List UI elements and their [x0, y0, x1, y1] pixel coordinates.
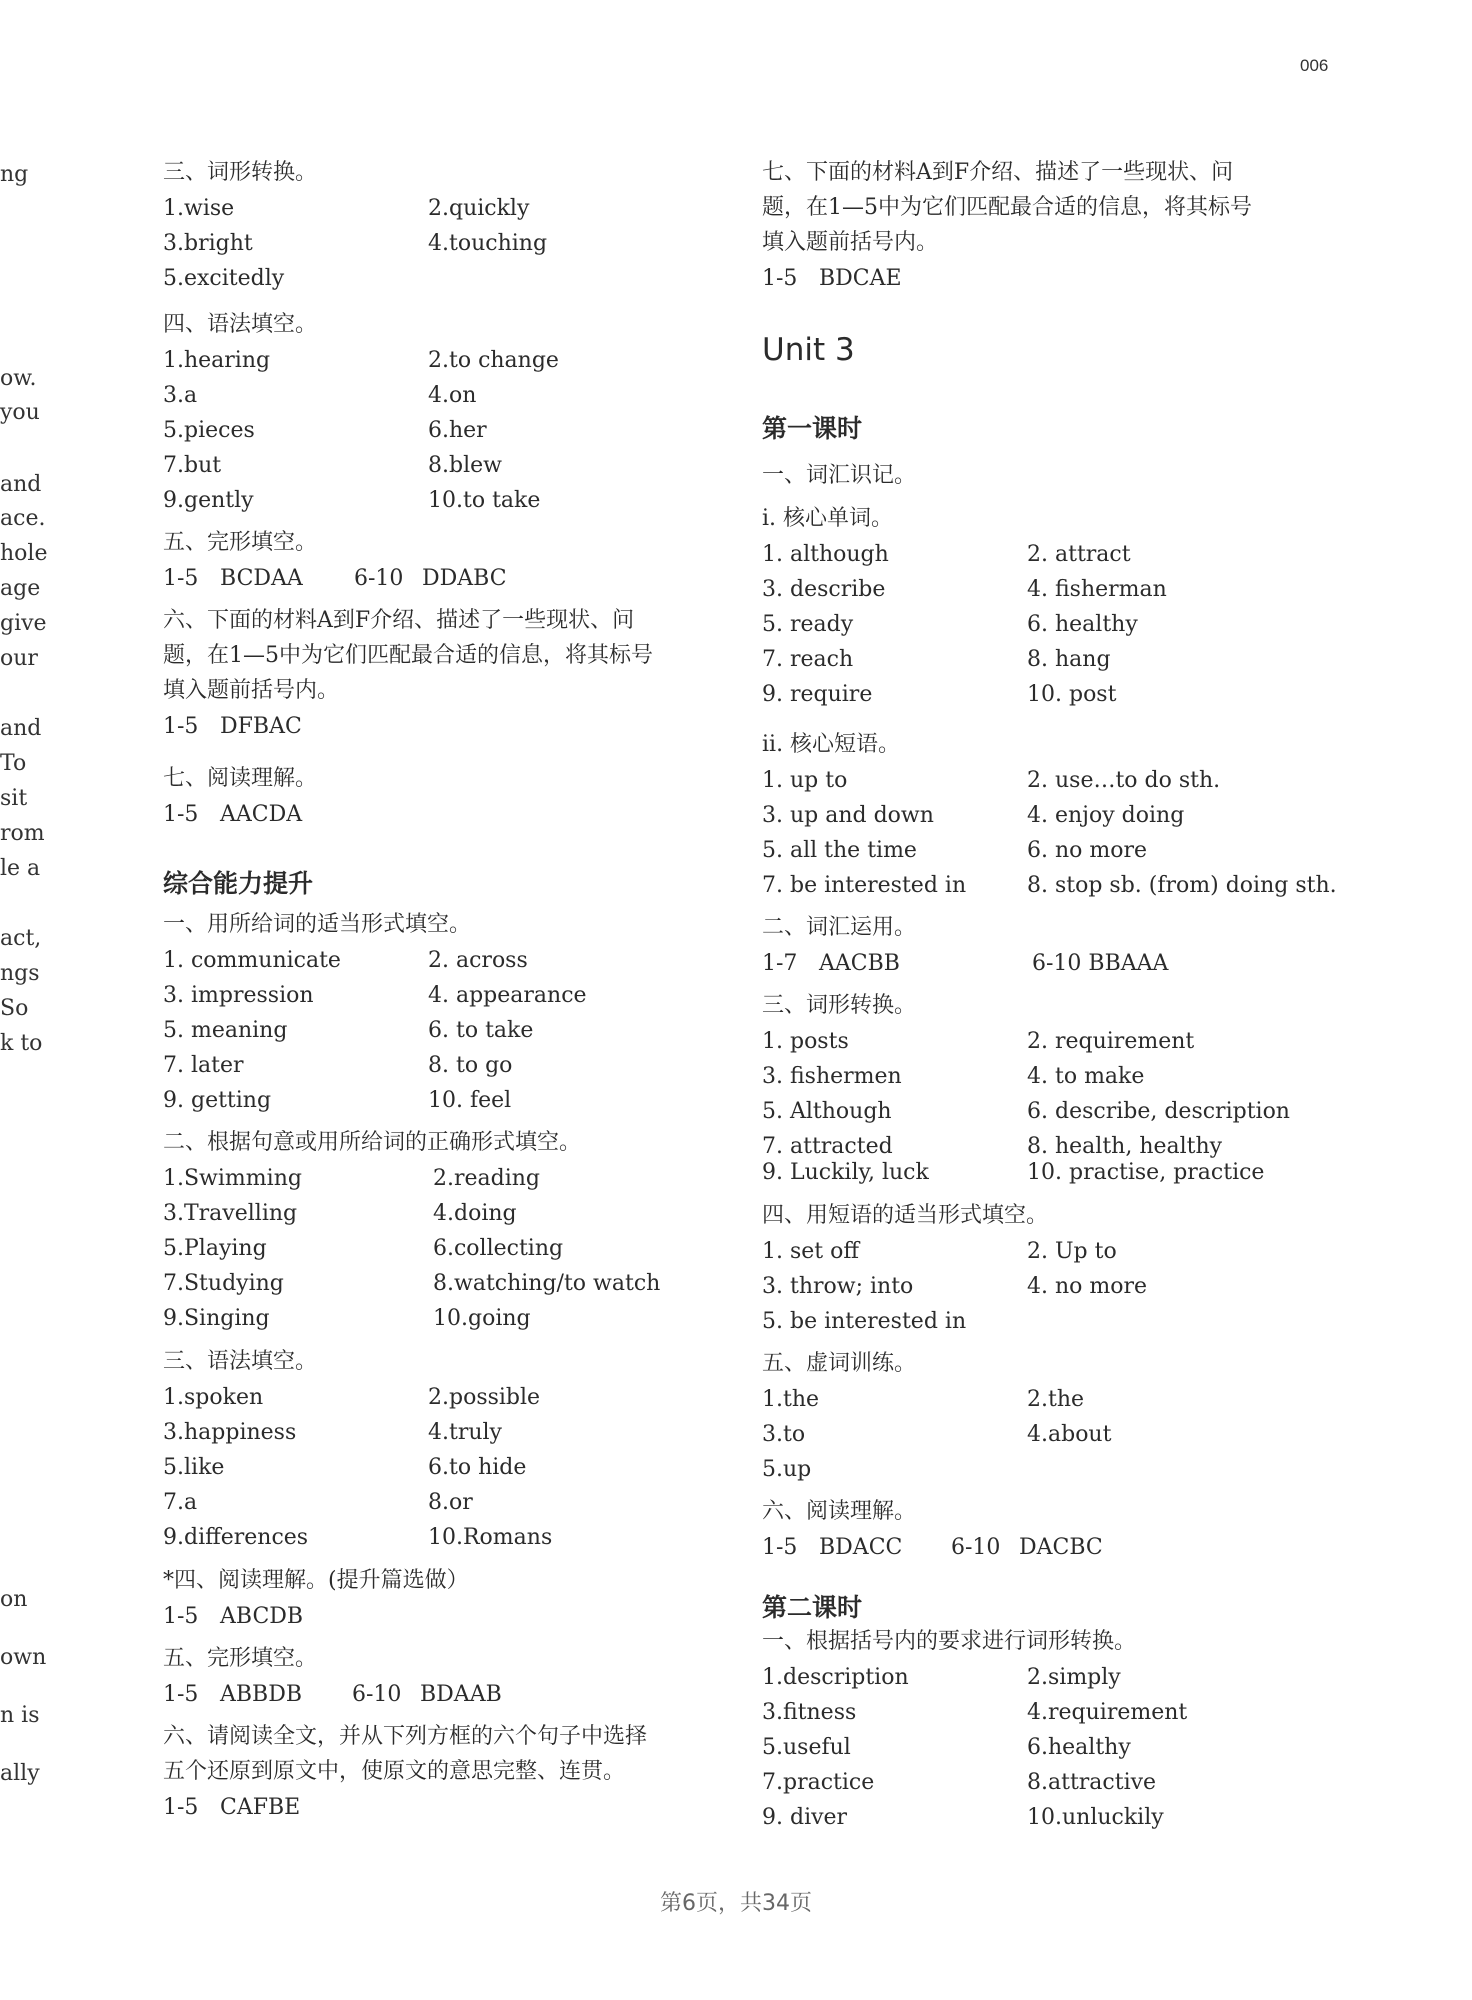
answer-item: 4.doing: [433, 1201, 517, 1226]
answer-item: 2.possible: [428, 1385, 541, 1410]
answer-item: 5. all the time: [762, 838, 917, 863]
subsection-heading: ii. 核心短语。: [762, 732, 901, 757]
answer-item: 10.Romans: [428, 1525, 553, 1550]
answer-item: 3. throw; into: [762, 1274, 914, 1299]
answer-item: 5.up: [762, 1457, 812, 1482]
answer-item: 6. to take: [428, 1018, 534, 1043]
answer-item: 6. describe, description: [1027, 1099, 1290, 1124]
answer-item: 4.on: [428, 383, 477, 408]
answer-item: 7. attracted: [762, 1134, 893, 1159]
answer-item: 8. stop sb. (from) doing sth.: [1027, 873, 1337, 898]
lesson-title: 第一课时: [762, 414, 863, 443]
answer-item: 9. require: [762, 682, 873, 707]
answer-item: 5. meaning: [163, 1018, 288, 1043]
margin-fragment: our: [0, 646, 38, 671]
answer-item: 3. describe: [762, 577, 886, 602]
unit-title: Unit 3: [762, 332, 855, 368]
answer-item: 2. attract: [1027, 542, 1131, 567]
margin-fragment: ngs: [0, 961, 40, 986]
margin-fragment: age: [0, 576, 41, 601]
answer-key: ABCDB: [220, 1604, 304, 1629]
answer-item: 5.Playing: [163, 1236, 267, 1261]
margin-fragment: own: [0, 1645, 47, 1670]
answer-range: 1-5: [163, 1604, 199, 1629]
section-text: 六、请阅读全文，并从下列方框的六个句子中选择: [163, 1724, 648, 1749]
answer-item: 4.about: [1027, 1422, 1112, 1447]
margin-fragment: k to: [0, 1031, 43, 1056]
answer-item: 1. set off: [762, 1239, 860, 1264]
answer-item: 4.requirement: [1027, 1700, 1188, 1725]
page-footer: 第6页，共34页: [660, 1891, 812, 1916]
answer-item: 1.spoken: [163, 1385, 264, 1410]
answer-item: 4.truly: [428, 1420, 502, 1445]
margin-fragment: ally: [0, 1761, 40, 1786]
answer-item: 6.her: [428, 418, 487, 443]
answer-item: 4. appearance: [428, 983, 587, 1008]
section-heading: *四、阅读理解。(提升篇选做）: [163, 1568, 469, 1593]
margin-fragment: and: [0, 716, 42, 741]
answer-item: 8. health, healthy: [1027, 1134, 1223, 1159]
answer-range: 1-5: [163, 566, 199, 591]
answer-item: 2. Up to: [1027, 1239, 1117, 1264]
answer-item: 10. post: [1027, 682, 1117, 707]
answer-item: 1.hearing: [163, 348, 271, 373]
answer-item: 6.to hide: [428, 1455, 527, 1480]
section-text: 题，在1—5中为它们匹配最合适的信息，将其标号: [163, 643, 653, 668]
section-heading: 六、阅读理解。: [762, 1499, 917, 1524]
answer-item: 8.or: [428, 1490, 473, 1515]
section-text: 题，在1—5中为它们匹配最合适的信息，将其标号: [762, 195, 1252, 220]
answer-item: 9. getting: [163, 1088, 272, 1113]
answer-item: 3. fishermen: [762, 1064, 902, 1089]
answer-key: CAFBE: [220, 1795, 301, 1820]
answer-item: 4. no more: [1027, 1274, 1148, 1299]
section-heading: 二、根据句意或用所给词的正确形式填空。: [163, 1130, 582, 1155]
section-heading: 一、根据括号内的要求进行词形转换。: [762, 1629, 1137, 1654]
margin-fragment: hole: [0, 541, 48, 566]
answer-item: 7.practice: [762, 1770, 875, 1795]
margin-fragment: act,: [0, 926, 42, 951]
answer-item: 4.touching: [428, 231, 548, 256]
subsection-heading: i. 核心单词。: [762, 506, 894, 531]
answer-item: 7.Studying: [163, 1271, 284, 1296]
section-heading: 二、词汇运用。: [762, 915, 917, 940]
answer-item: 3. impression: [163, 983, 314, 1008]
answer-item: 9.Singing: [163, 1306, 270, 1331]
answer-item: 6.collecting: [433, 1236, 564, 1261]
answer-item: 6. healthy: [1027, 612, 1138, 637]
section-text: 五个还原到原文中，使原文的意思完整、连贯。: [163, 1759, 626, 1784]
answer-item: 3. up and down: [762, 803, 934, 828]
answer-item: 2.the: [1027, 1387, 1085, 1412]
answer-item: 6. no more: [1027, 838, 1148, 863]
answer-item: 1. although: [762, 542, 889, 567]
margin-fragment: on: [0, 1587, 28, 1612]
answer-item: 2.simply: [1027, 1665, 1121, 1690]
answer-item: 5.pieces: [163, 418, 255, 443]
answer-item: 8.watching/to watch: [433, 1271, 661, 1296]
answer-item: 10.to take: [428, 488, 541, 513]
margin-fragment: you: [0, 400, 40, 425]
section-heading: 七、阅读理解。: [163, 766, 318, 791]
section-heading: 三、词形转换。: [163, 160, 318, 185]
answer-range: 1-5: [163, 1795, 199, 1820]
answer-item: 4. to make: [1027, 1064, 1145, 1089]
answer-item: 2.to change: [428, 348, 559, 373]
answer-range: 1-5: [762, 266, 798, 291]
section-title: 综合能力提升: [163, 869, 314, 898]
answer-range: 1-7: [762, 951, 798, 976]
answer-item: 3.happiness: [163, 1420, 297, 1445]
section-heading: 一、词汇识记。: [762, 463, 917, 488]
answer-item: 10.going: [433, 1306, 531, 1331]
answer-item: 2.reading: [433, 1166, 541, 1191]
margin-fragment: le a: [0, 856, 41, 881]
answer-key: DACBC: [1019, 1535, 1103, 1560]
answer-item: 2. across: [428, 948, 528, 973]
answer-item: 9.gently: [163, 488, 254, 513]
answer-item: 1.wise: [163, 196, 235, 221]
answer-item: 9. diver: [762, 1805, 848, 1830]
margin-fragment: ng: [0, 162, 29, 187]
answer-item: 10.unluckily: [1027, 1805, 1164, 1830]
answer-key: BDCAE: [819, 266, 902, 291]
answer-item: 8.attractive: [1027, 1770, 1157, 1795]
answer-range: 1-5: [163, 802, 199, 827]
section-heading: 五、虚词训练。: [762, 1351, 917, 1376]
answer-item: 5.useful: [762, 1735, 851, 1760]
answer-item: 5.excitedly: [163, 266, 285, 291]
section-heading: 四、语法填空。: [163, 312, 318, 337]
answer-item: 7.but: [163, 453, 222, 478]
answer-item: 2. use…to do sth.: [1027, 768, 1221, 793]
answer-item: 5. Although: [762, 1099, 892, 1124]
section-heading: 一、用所给词的适当形式填空。: [163, 912, 472, 937]
answer-item: 4. enjoy doing: [1027, 803, 1185, 828]
answer-item: 7. be interested in: [762, 873, 967, 898]
lesson-title: 第二课时: [762, 1593, 863, 1622]
answer-key: BCDAA: [220, 566, 303, 591]
margin-fragment: ow.: [0, 366, 37, 391]
answer-item: 3.Travelling: [163, 1201, 298, 1226]
answer-key: AACBB: [819, 951, 900, 976]
margin-fragment: sit: [0, 786, 28, 811]
answer-key: BDAAB: [420, 1682, 502, 1707]
answer-item: 10. feel: [428, 1088, 512, 1113]
answer-key: ABBDB: [220, 1682, 303, 1707]
section-text: 填入题前括号内。: [762, 230, 939, 255]
answer-item: 9.differences: [163, 1525, 309, 1550]
answer-item: 2.quickly: [428, 196, 530, 221]
answer-key: 6-10 BBAAA: [1032, 951, 1169, 976]
section-heading: 三、语法填空。: [163, 1349, 318, 1374]
margin-fragment: give: [0, 611, 47, 636]
margin-fragment: To: [0, 751, 27, 776]
section-text: 七、下面的材料A到F介绍、描述了一些现状、问: [762, 160, 1234, 185]
answer-item: 1.Swimming: [163, 1166, 302, 1191]
answer-item: 1.the: [762, 1387, 820, 1412]
section-heading: 三、词形转换。: [762, 993, 917, 1018]
answer-item: 8. hang: [1027, 647, 1111, 672]
answer-item: 7. reach: [762, 647, 854, 672]
section-heading: 五、完形填空。: [163, 530, 318, 555]
answer-key: DDABC: [422, 566, 507, 591]
answer-range: 6-10: [951, 1535, 1001, 1560]
answer-item: 7.a: [163, 1490, 198, 1515]
answer-range: 6-10: [352, 1682, 402, 1707]
answer-item: 5.like: [163, 1455, 225, 1480]
answer-item: 9. Luckily, luck: [762, 1160, 929, 1185]
answer-item: 1. communicate: [163, 948, 341, 973]
margin-fragment: and: [0, 472, 42, 497]
answer-item: 1.description: [762, 1665, 909, 1690]
answer-key: BDACC: [819, 1535, 903, 1560]
margin-fragment: So: [0, 996, 29, 1021]
answer-range: 1-5: [163, 1682, 199, 1707]
answer-item: 3.a: [163, 383, 198, 408]
answer-item: 3.fitness: [762, 1700, 857, 1725]
page-number: 006: [1300, 56, 1329, 75]
answer-range: 1-5: [762, 1535, 798, 1560]
answer-item: 1. posts: [762, 1029, 849, 1054]
answer-item: 5. ready: [762, 612, 854, 637]
answer-item: 5. be interested in: [762, 1309, 967, 1334]
answer-range: 6-10: [354, 566, 404, 591]
answer-item: 6.healthy: [1027, 1735, 1131, 1760]
section-text: 填入题前括号内。: [163, 678, 340, 703]
answer-item: 10. practise, practice: [1027, 1160, 1265, 1185]
section-heading: 五、完形填空。: [163, 1646, 318, 1671]
section-heading: 四、用短语的适当形式填空。: [762, 1203, 1049, 1228]
section-text: 六、下面的材料A到F介绍、描述了一些现状、问: [163, 608, 635, 633]
answer-item: 8.blew: [428, 453, 502, 478]
margin-fragment: n is: [0, 1703, 40, 1728]
answer-key: AACDA: [220, 802, 303, 827]
answer-range: 1-5: [163, 714, 199, 739]
margin-fragment: ace.: [0, 506, 46, 531]
answer-key: DFBAC: [220, 714, 302, 739]
answer-item: 7. later: [163, 1053, 244, 1078]
answer-item: 1. up to: [762, 768, 848, 793]
answer-item: 8. to go: [428, 1053, 513, 1078]
answer-item: 2. requirement: [1027, 1029, 1195, 1054]
margin-fragment: rom: [0, 821, 45, 846]
answer-item: 3.bright: [163, 231, 253, 256]
answer-item: 3.to: [762, 1422, 806, 1447]
answer-item: 4. fisherman: [1027, 577, 1167, 602]
